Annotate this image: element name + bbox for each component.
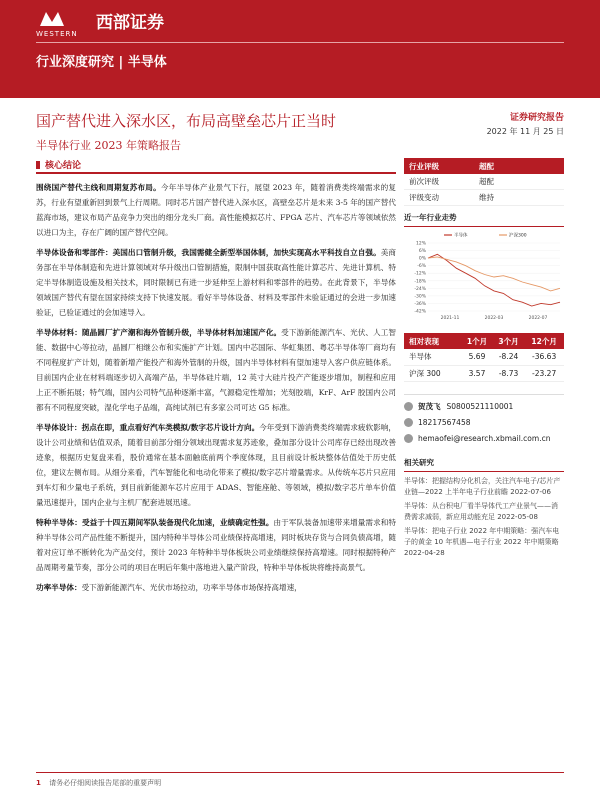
related-research-list: [404, 476, 564, 559]
related-item[interactable]: 半导体：把握结构分化机会，关注汽车电子/芯片产业链—2022 上半年电子行业前瞻 2022-07-06: [404, 476, 561, 496]
report-title: 国产替代进入深水区，布局高壁垒芯片正当时: [36, 112, 337, 130]
paragraph-text: 受下游新能源汽车、光伏、人工智能、数据中心等拉动，晶圆厂相继公布和实施扩产计划。国内中芯国际、华虹集团、粤芯半导体等厂商均有不同程度扩产计划，随着新增产能投产和海外管制的升级，国内半导体材料有望加速导入客户供应链体系。目前国内企业在材料端逐步切入高端产品，半导体硅片端，12 英寸大硅片投产产能逐步增加，制程和应用上正不断拓展；特气端，国内公司特气品种逐渐丰富，气源稳定性增加；光刻胶端，KrF、ArF 胶国内公司都有不同程度突破，湿化学电子品端，高纯试剂已有多家公司可达 G5 标准。: [36, 328, 397, 412]
y-tick-label: -12%: [414, 271, 426, 277]
paragraph-text: 今年受到下游消费类终端需求疲软影响，设计公司业绩和估值双杀，随着目前部分细分领域出现需求复苏迹象，叠加部分设计公司库存已经出现改善迹象，根据历史复盘来看，股价通常在基本面触底前两个季度体现，且目前设计板块整体估值处于历史低位，建议左侧布局。从细分来看，汽车智能化和电动化带来了模拟/数字芯片增量需求。从传统车芯片只应用到车灯和少量电子系统，到目前新能源车芯片应用于 ADAS、智能座舱、等领域，模拟/数字芯片单车价值量迅速提升，国内企业与主机厂配套进展迅速。: [36, 423, 397, 507]
western-logo-icon: [36, 8, 86, 30]
paragraph-lead: 半导体材料：随晶圆厂扩产潮和海外管制升级，半导体材料加速国产化。: [36, 328, 282, 337]
main-body: [36, 180, 396, 600]
y-tick-label: -30%: [414, 294, 426, 300]
body-paragraph: [36, 180, 396, 240]
core-conclusion-label: 核心结论: [36, 158, 81, 171]
rating-row-change: 评级变动 维持: [404, 190, 564, 206]
report-subtitle: 半导体行业 2023 年策略报告: [36, 139, 181, 152]
paragraph-lead: 功率半导体：: [36, 583, 82, 592]
report-date: 2022 年 11 月 25 日: [486, 127, 564, 136]
performance-table: [404, 333, 564, 382]
core-divider: [36, 172, 396, 174]
phone-icon: [404, 418, 413, 427]
analyst-avatar-icon: [404, 402, 413, 411]
rating-row-previous: 前次评级 超配: [404, 174, 564, 190]
body-paragraph: [36, 515, 396, 575]
email-icon: [404, 434, 413, 443]
y-tick-label: 0%: [418, 256, 426, 262]
related-item[interactable]: 半导体：从台积电厂看半导体代工产业景气——消费需求减弱，新应用动能充足 2022-05-08: [404, 501, 558, 521]
analyst-cert: S0800521110001: [446, 402, 514, 411]
series-line-1: [428, 257, 560, 291]
analyst-block: [404, 394, 564, 447]
trend-chart: [404, 229, 564, 325]
table-row: 半导体 5.69 -8.24 -36.63: [404, 349, 564, 365]
trend-chart-title: 近一年行业走势: [404, 212, 564, 227]
footer: [36, 778, 161, 788]
header-divider: [36, 42, 564, 43]
y-tick-label: -18%: [414, 279, 426, 285]
footer-disclaimer: 请务必仔细阅读报告尾部的重要声明: [49, 779, 162, 787]
paragraph-text: 今年半导体产业景气下行，展望 2023 年，随着消费类终端需求的复苏，行业有望重新回到景气上行周期。同时芯片国产替代进入深水区，高壁垒芯片是未来 3-5 年的国产替代蓝海市场，建议布局产品竞争力突出的细分龙头厂商。高性能模拟芯片、FPGA 芯片、汽车芯片等领域依然以进口为主，存在广阔的国产替代空间。: [36, 183, 396, 237]
y-tick-label: 12%: [415, 241, 426, 247]
rating-header: 行业评级 超配: [404, 158, 564, 174]
y-tick-label: -24%: [414, 286, 426, 292]
paragraph-lead: 半导体设备和零部件：美国出口管制升级，我国需健全新型举国体制，加快实现高水平科技自立自强。: [36, 248, 381, 257]
x-tick-label: 2021-11: [440, 316, 460, 321]
x-tick-label: 2022-07: [528, 316, 548, 321]
paragraph-lead: 半导体设计：拐点在即，重点看好汽车类模拟/数字芯片设计方向。: [36, 423, 260, 432]
paragraph-lead: 特种半导体：受益于十四五期间军队装备现代化加速，业绩确定性强。: [36, 518, 274, 527]
analyst-phone: 18217567458: [418, 418, 471, 427]
y-tick-label: -6%: [417, 264, 426, 270]
paragraph-text: 由于军队装备加速带来增量需求和特种半导体公司产品性能不断提升，国内特种半导体公司业绩保持高增速，同时板块存货与合同负债高增，随着对应订单不断转化为产品交付，预计 2023 年特种半导体板块公司业绩继续保持高增速。同时根据特种产品周期考量节奏，部分公司的项目在明后年集中落地进入量产阶段，特种半导体板块将维持高景气。: [36, 518, 397, 572]
paragraph-text: 美商务部在半导体制造和先进计算领域对华升级出口管制措施，限制中国获取高性能计算芯片、先进计算机、特定半导体制造设施及相关技术，同时限制已有进一步延伸至上游材料和零部件的趋势。在此背景下，半导体领域国产替代有望在国家持续支持下快速发展。看好半导体设备、材料及零部件未验证通过的会进一步加速验证，已验证通过的会加速导入。: [36, 248, 397, 317]
series-line-0: [428, 254, 560, 306]
y-tick-label: -42%: [414, 309, 426, 315]
brand-name: 西部证券: [96, 13, 164, 33]
analyst-email-row: [404, 431, 564, 447]
analyst-phone-row: [404, 415, 564, 431]
related-item[interactable]: 半导体：把电子行业 2022 年中期策略：强汽车电子的黄金 10 年机遇—电子行业 2022 年中期策略 2022-04-28: [404, 526, 560, 557]
report-header: [0, 0, 600, 98]
logo-text: WESTERN: [36, 30, 78, 38]
analyst-name-row: [404, 399, 564, 415]
body-paragraph: [36, 245, 396, 320]
section-label: 行业深度研究 | 半导体: [36, 55, 167, 70]
analyst-email[interactable]: hemaofei@research.xbmail.com.cn: [418, 434, 551, 443]
x-tick-label: 2022-03: [484, 316, 504, 321]
paragraph-text: 受下游新能源汽车、光伏市场拉动，功率半导体市场保持高增速，: [81, 583, 302, 592]
analyst-name: 贺茂飞: [418, 402, 441, 411]
related-research-label: 相关研究: [404, 457, 564, 472]
y-tick-label: 6%: [418, 249, 426, 255]
paragraph-lead: 围绕国产替代主线和周期复苏布局。: [36, 183, 161, 192]
footer-divider: [36, 772, 564, 773]
sidebar: [404, 158, 564, 562]
body-paragraph: [36, 580, 396, 595]
legend-label: 沪深300: [509, 233, 527, 239]
performance-header-row: 相对表现 1个月 3个月 12个月: [404, 333, 564, 349]
table-row: 沪深 300 3.57 -8.73 -23.27: [404, 365, 564, 381]
legend-label: 半导体: [454, 233, 468, 239]
body-paragraph: [36, 325, 396, 415]
body-paragraph: [36, 420, 396, 510]
page-number: 1: [36, 779, 41, 787]
report-type: 证券研究报告: [509, 113, 564, 123]
y-tick-label: -36%: [414, 301, 426, 307]
